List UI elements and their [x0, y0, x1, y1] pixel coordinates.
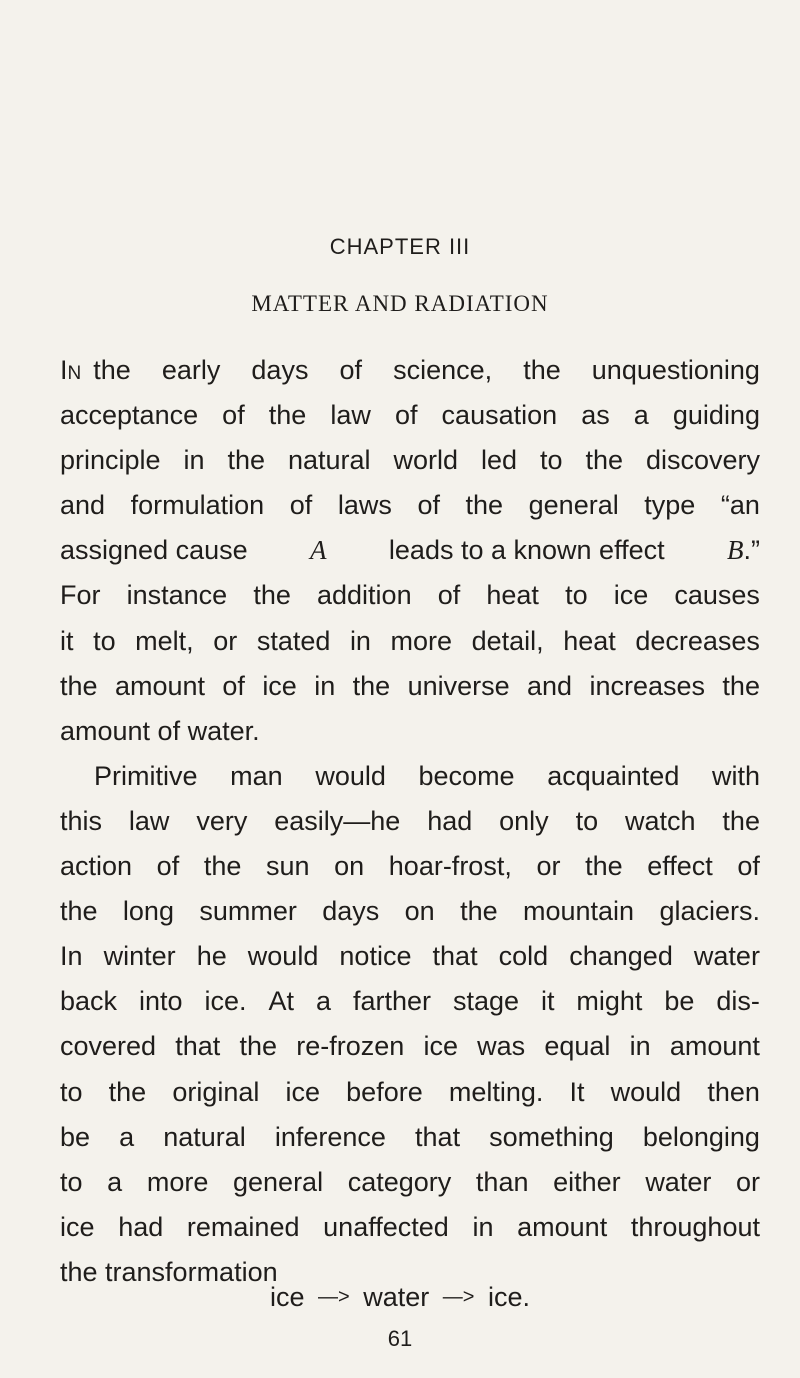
word: covered: [60, 1031, 157, 1062]
text-line: [60, 889, 760, 934]
word: changed: [569, 941, 673, 972]
word: natural: [287, 445, 371, 476]
word: on: [404, 896, 435, 927]
word: this: [60, 805, 103, 836]
page-number: 61: [387, 1326, 413, 1351]
variable-b: B: [727, 535, 744, 566]
word: that: [175, 1031, 221, 1062]
word: the: [523, 355, 561, 385]
chapter-number: CHAPTER III: [329, 234, 471, 259]
word: something: [489, 1121, 614, 1152]
word: and: [60, 490, 106, 521]
closing-quote: .”: [743, 535, 760, 566]
word: universe: [407, 670, 510, 701]
word: causes: [674, 580, 760, 611]
word: that: [415, 1121, 461, 1152]
text-line: [60, 1115, 760, 1160]
word: the: [253, 580, 291, 611]
word: of: [437, 580, 461, 611]
word: For: [60, 580, 101, 611]
word: stage: [452, 986, 519, 1017]
word: water: [693, 941, 760, 972]
word: the: [465, 490, 504, 521]
word: would: [247, 941, 319, 972]
word: the: [203, 851, 242, 882]
word: the: [352, 670, 391, 701]
word: to: [539, 445, 563, 476]
word: watch: [624, 805, 696, 836]
word: had: [427, 805, 473, 836]
word: formulation: [130, 490, 265, 521]
word: cold: [498, 941, 549, 972]
word: of: [222, 400, 245, 431]
word: into: [139, 986, 183, 1017]
word: to: [60, 1166, 83, 1197]
word: original: [172, 1076, 260, 1107]
word: was: [477, 1031, 526, 1062]
word: a: [119, 1121, 135, 1152]
word: belonging: [642, 1121, 760, 1152]
word: to: [93, 625, 116, 656]
word: notice: [339, 941, 412, 972]
line-text: assigned cause: [60, 535, 248, 566]
word: the: [239, 1031, 278, 1062]
word: be: [664, 986, 695, 1017]
word: had: [118, 1211, 164, 1242]
word: become: [418, 760, 515, 791]
arrow-icon: —>: [318, 1286, 350, 1308]
word: At: [268, 986, 294, 1017]
word: as: [581, 400, 610, 431]
word: of: [156, 851, 180, 882]
formula-term: ice: [269, 1282, 305, 1312]
word: would: [315, 760, 386, 791]
text-line: the transformation: [60, 1256, 278, 1287]
word: unaffected: [323, 1211, 449, 1242]
word: man: [230, 760, 283, 791]
text-line: [60, 573, 760, 618]
word: acceptance: [60, 400, 199, 431]
word: throughout: [630, 1211, 760, 1242]
word: heat: [486, 580, 539, 611]
word: more: [390, 625, 453, 656]
word: laws: [337, 490, 392, 521]
word: law: [330, 400, 371, 431]
word: ice: [285, 1076, 321, 1107]
word: stated: [256, 625, 331, 656]
word: would: [610, 1076, 682, 1107]
word: in: [472, 1211, 494, 1242]
word: causation: [441, 400, 558, 431]
word: guiding: [672, 400, 760, 431]
variable-b-group: [727, 528, 760, 573]
word: remained: [186, 1211, 300, 1242]
word: days: [322, 896, 380, 927]
word: to: [60, 1076, 83, 1107]
word: In: [60, 941, 83, 972]
text-line: [60, 664, 760, 709]
word: and: [527, 670, 573, 701]
word: he: [196, 941, 227, 972]
word: the: [108, 1076, 147, 1107]
line-text: [93, 348, 760, 393]
word: led: [480, 445, 518, 476]
word: ice: [423, 1031, 458, 1062]
word: then: [707, 1076, 760, 1107]
word: easily—he: [274, 805, 401, 836]
word: equal: [544, 1031, 611, 1062]
word: the: [93, 355, 131, 385]
word: or: [536, 851, 561, 882]
word: mountain: [523, 896, 635, 927]
text-line: [60, 528, 760, 573]
word: principle: [60, 445, 161, 476]
word: either: [553, 1166, 621, 1197]
word: amount: [517, 1211, 608, 1242]
text-line: [60, 799, 760, 844]
text-line: [60, 934, 760, 979]
word: increases: [589, 670, 706, 701]
word: to: [575, 805, 599, 836]
word: melting.: [448, 1076, 544, 1107]
word: before: [346, 1076, 423, 1107]
text-line: [60, 438, 760, 483]
word: of: [339, 355, 363, 385]
body-text: [60, 348, 760, 1295]
word: back: [60, 986, 118, 1017]
word: glaciers.: [659, 896, 760, 927]
word: law: [128, 805, 170, 836]
formula-term: water: [363, 1282, 430, 1312]
word: of: [394, 400, 418, 431]
word: or: [213, 625, 238, 656]
word: general: [233, 1166, 324, 1197]
word: be: [60, 1121, 91, 1152]
word: heat: [563, 625, 616, 656]
word: a: [107, 1166, 123, 1197]
word: Primitive: [94, 760, 198, 791]
word: in: [314, 670, 336, 701]
word: than: [475, 1166, 529, 1197]
word: of: [417, 490, 440, 521]
word: discovery: [645, 445, 760, 476]
word: summer: [199, 896, 297, 927]
drop-word: In: [60, 355, 82, 385]
word: early: [161, 355, 221, 385]
word: ice: [613, 580, 649, 611]
text-line: [60, 844, 760, 889]
word: of: [289, 490, 313, 521]
word: unquestioning: [591, 355, 760, 385]
word: ice.: [204, 986, 247, 1017]
word: inference: [274, 1121, 386, 1152]
word: the: [585, 445, 623, 476]
word: might: [576, 986, 643, 1017]
text-line: [60, 979, 760, 1024]
word: decreases: [635, 625, 760, 656]
word: natural: [163, 1121, 246, 1152]
word: days: [251, 355, 309, 385]
word: sun: [265, 851, 310, 882]
word: detail,: [471, 625, 544, 656]
word: re-frozen: [296, 1031, 405, 1062]
word: instance: [126, 580, 228, 611]
text-line: [60, 483, 760, 528]
word: category: [347, 1166, 452, 1197]
word: in: [183, 445, 205, 476]
word: it: [540, 986, 555, 1017]
arrow-icon: —>: [442, 1286, 475, 1308]
word: long: [122, 896, 174, 927]
word: very: [196, 805, 248, 836]
text-line: [60, 1070, 760, 1115]
word: a: [633, 400, 649, 431]
line-text: leads to a known effect: [388, 535, 665, 566]
text-line: [60, 1024, 760, 1069]
word: world: [393, 445, 459, 476]
word: science,: [393, 355, 493, 385]
word: it: [60, 625, 74, 656]
word: on: [334, 851, 365, 882]
word: action: [60, 851, 133, 882]
formula-term: ice.: [487, 1282, 530, 1312]
word: the: [460, 896, 498, 927]
word: ice: [60, 1211, 95, 1242]
word: ice: [262, 670, 297, 701]
text-line: [60, 619, 760, 664]
word: It: [569, 1076, 585, 1107]
word: only: [499, 805, 549, 836]
word: amount: [669, 1031, 760, 1062]
word: of: [737, 851, 760, 882]
word: hoar-frost,: [388, 851, 512, 882]
word: “an: [720, 490, 760, 521]
word: amount: [114, 670, 205, 701]
word: the: [585, 851, 623, 882]
word: general: [528, 490, 619, 521]
text-line: [60, 1160, 760, 1205]
word: the: [722, 805, 760, 836]
word: or: [735, 1166, 760, 1197]
word: a: [315, 986, 331, 1017]
text-line: [60, 348, 760, 393]
word: the: [60, 896, 98, 927]
word: more: [146, 1166, 209, 1197]
word: winter: [103, 941, 176, 972]
word: to: [565, 580, 588, 611]
word: of: [222, 670, 245, 701]
word: with: [711, 760, 760, 791]
word: water: [645, 1166, 712, 1197]
transformation-formula: [0, 1282, 800, 1313]
word: acquainted: [547, 760, 680, 791]
word: the: [722, 670, 760, 701]
text-line: [60, 1205, 760, 1250]
word: dis-: [716, 986, 760, 1017]
word: that: [432, 941, 478, 972]
word: in: [629, 1031, 651, 1062]
word: addition: [317, 580, 412, 611]
word: the: [227, 445, 266, 476]
word: effect: [647, 851, 713, 882]
word: the: [60, 670, 98, 701]
text-line: [60, 754, 760, 799]
chapter-title: MATTER AND RADIATION: [251, 291, 549, 316]
word: melt,: [135, 625, 194, 656]
text-line: amount of water.: [60, 715, 260, 746]
variable-a: A: [310, 535, 327, 566]
word: the: [268, 400, 307, 431]
word: farther: [352, 986, 431, 1017]
text-line: [60, 393, 760, 438]
word: type: [644, 490, 696, 521]
word: in: [349, 625, 371, 656]
